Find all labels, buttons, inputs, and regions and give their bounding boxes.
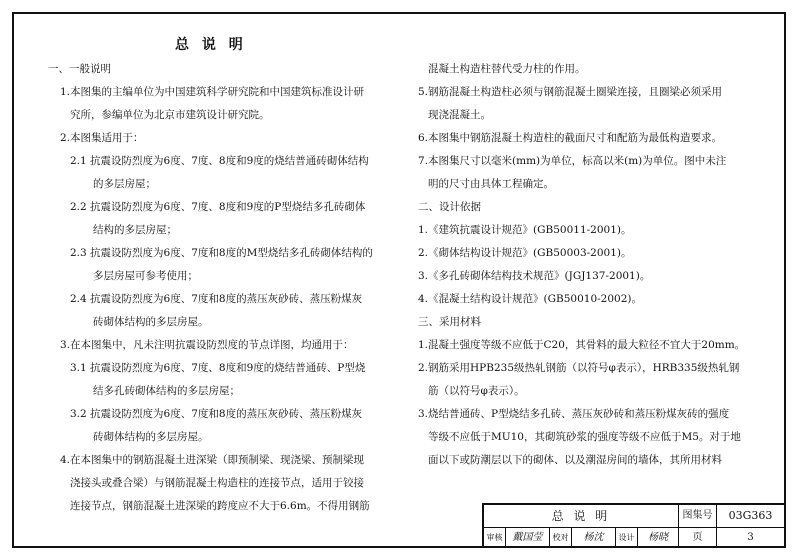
text-line: 三、采用材料 [418, 316, 481, 328]
design-signature: 杨晓 [638, 527, 679, 548]
text-line: 7.本图集尺寸以毫米(mm)为单位，标高以米(m)为单位。图中未注 [418, 155, 727, 167]
text-line: 2.4 抗震设防烈度为6度、7度和8度的蒸压灰砂砖、蒸压粉煤灰 [70, 293, 363, 305]
title-block [482, 503, 786, 548]
page-label: 页 [679, 527, 717, 548]
text-line: 明的尺寸由具体工程确定。 [428, 178, 554, 190]
text-line: 4.《混凝土结构设计规范》(GB50010-2002)。 [418, 293, 642, 305]
text-line: 现浇混凝土。 [428, 109, 491, 121]
drawing-title: 总 说 明 [484, 505, 679, 527]
text-line: 2.《砌体结构设计规范》(GB50003-2001)。 [418, 247, 632, 259]
text-line: 6.本图集中钢筋混凝土构造柱的截面尺寸和配筋为最低构造要求。 [418, 132, 723, 144]
review-label: 审核 [484, 527, 506, 548]
text-line: 一、一般说明 [48, 63, 111, 75]
text-line: 究所，参编单位为北京市建筑设计研究院。 [70, 109, 270, 121]
check-label: 校对 [550, 527, 572, 548]
text-line: 3.2 抗震设防烈度为6度、7度和8度的蒸压灰砂砖、蒸压粉煤灰 [70, 408, 363, 420]
text-line: 2.1 抗震设防烈度为6度、7度、8度和9度的烧结普通砖砌体结构 [70, 155, 369, 167]
text-line: 筋（以符号φ表示）。 [428, 385, 525, 397]
page-title: 总 说 明 [175, 37, 247, 53]
text-line: 2.3 抗震设防烈度为6度、7度和8度的M型烧结多孔砖砌体结构的 [70, 247, 373, 259]
text-line: 混凝土构造柱替代受力柱的作用。 [428, 63, 586, 75]
text-line: 1.混凝土强度等级不应低于C20，其骨料的最大粒径不宜大于20mm。 [418, 339, 746, 351]
text-line: 2.2 抗震设防烈度为6度、7度、8度和9度的P型烧结多孔砖砌体 [70, 201, 366, 213]
text-line: 5.钢筋混凝土构造柱必须与钢筋混凝土圈梁连接，且圈梁必须采用 [418, 86, 723, 98]
text-line: 二、设计依据 [418, 201, 481, 213]
page-number: 3 [747, 532, 754, 543]
text-line: 结多孔砖砌体结构的多层房屋； [93, 385, 240, 397]
text-line: 面以下或防潮层以下的砌体、以及潮湿房间的墙体，其所用材料 [428, 454, 722, 466]
atlas-number: 03G363 [728, 509, 773, 522]
text-line: 3.在本图集中，凡未注明抗震设防烈度的节点详图，均通用于： [60, 339, 354, 351]
text-line: 1.《建筑抗震设计规范》(GB50011-2001)。 [418, 224, 632, 236]
check-signature: 杨沈 [572, 527, 616, 548]
text-line: 砖砌体结构的多层房屋。 [93, 431, 209, 443]
left-column [48, 58, 408, 518]
text-line: 浇接头或叠合梁）与钢筋混凝土构造柱的连接节点，适用于铰接 [70, 477, 364, 489]
text-line: 结构的多层房屋； [93, 224, 177, 236]
text-line: 4.在本图集中的钢筋混凝土进深梁（即预制梁、现浇梁、预制梁现 [60, 454, 365, 466]
text-line: 3.1 抗震设防烈度为6度、7度、8度和9度的烧结普通砖、P型烧 [70, 362, 366, 374]
text-line: 3.烧结普通砖、P型烧结多孔砖、蒸压灰砂砖和蒸压粉煤灰砖的强度 [418, 408, 730, 420]
text-line: 砖砌体结构的多层房屋。 [93, 316, 209, 328]
text-line: 连接节点，钢筋混凝土进深梁的跨度应不大于6.6m。不得用钢筋 [70, 500, 370, 512]
text-line: 的多层房屋； [93, 178, 156, 190]
review-signature: 戴国莹 [506, 527, 550, 548]
design-label: 设计 [616, 527, 638, 548]
atlas-label: 图集号 [679, 505, 717, 527]
text-line: 1.本图集的主编单位为中国建筑科学研究院和中国建筑标准设计研 [60, 86, 365, 98]
text-line: 2.本图集适用于： [60, 132, 144, 144]
text-line: 2.钢筋采用HPB235级热轧钢筋（以符号φ表示），HRB335级热轧钢 [418, 362, 740, 374]
text-line: 多层房屋可参考使用； [93, 270, 198, 282]
text-line: 3.《多孔砖砌体结构技术规范》(JGJ137-2001)。 [418, 270, 651, 282]
text-line: 等级不应低于MU10，其砌筑砂浆的强度等级不应低于M5。对于地 [428, 431, 741, 443]
right-column [418, 58, 780, 472]
